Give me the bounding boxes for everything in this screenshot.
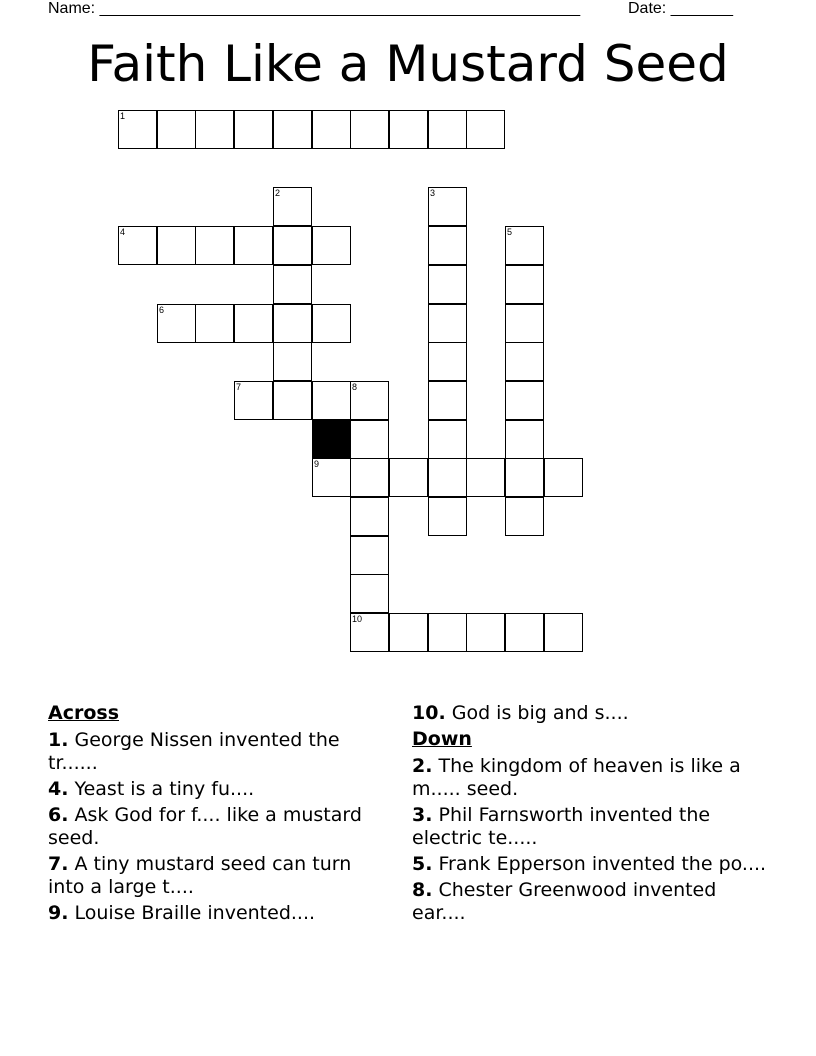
grid-cell[interactable] (312, 226, 351, 265)
grid-cell[interactable] (505, 420, 544, 459)
grid-cell[interactable] (544, 613, 583, 652)
clue-text: Louise Braille invented.... (74, 902, 316, 924)
grid-cell[interactable] (273, 342, 312, 381)
grid-cell[interactable] (312, 458, 351, 497)
cell-number: 3 (430, 188, 436, 198)
grid-cell[interactable] (505, 458, 544, 497)
grid-cell[interactable] (428, 381, 467, 420)
grid-cell[interactable] (505, 497, 544, 536)
cell-number: 7 (236, 382, 242, 392)
clue-number: 9. (48, 902, 69, 924)
clue-number: 5. (412, 853, 433, 875)
cell-number: 2 (275, 188, 281, 198)
clue-down-2 (412, 755, 772, 801)
black-cell (312, 420, 351, 459)
grid-cell[interactable] (350, 458, 389, 497)
grid-cell[interactable] (273, 381, 312, 420)
grid-cell[interactable] (544, 458, 583, 497)
grid-cell[interactable] (157, 226, 196, 265)
name-field-label[interactable]: Name: ______________________________________________________ (48, 0, 581, 17)
grid-cell[interactable] (312, 381, 351, 420)
grid-cell[interactable] (234, 381, 273, 420)
grid-cell[interactable] (195, 304, 234, 343)
grid-cell[interactable] (428, 110, 467, 149)
grid-cell[interactable] (428, 187, 467, 226)
grid-cell[interactable] (389, 110, 428, 149)
grid-cell[interactable] (350, 110, 389, 149)
grid-cell[interactable] (273, 265, 312, 304)
clue-down-8 (412, 879, 772, 925)
grid-cell[interactable] (428, 342, 467, 381)
grid-cell[interactable] (350, 536, 389, 575)
grid-cell[interactable] (505, 265, 544, 304)
clue-number: 4. (48, 778, 69, 800)
clue-down-3 (412, 804, 772, 850)
cell-number: 1 (120, 111, 126, 121)
grid-cell[interactable] (505, 613, 544, 652)
grid-cell[interactable] (234, 226, 273, 265)
date-field-label[interactable]: Date: _______ (628, 0, 733, 17)
clue-text: Yeast is a tiny fu.... (74, 778, 255, 800)
cell-number: 4 (120, 227, 126, 237)
grid-cell[interactable] (312, 304, 351, 343)
clue-across-6 (48, 804, 388, 850)
grid-cell[interactable] (428, 420, 467, 459)
grid-cell[interactable] (273, 226, 312, 265)
clue-text: Phil Farnsworth invented the electric te..... (412, 804, 711, 849)
grid-cell[interactable] (428, 304, 467, 343)
grid-cell[interactable] (195, 226, 234, 265)
grid-cell[interactable] (273, 304, 312, 343)
grid-cell[interactable] (428, 226, 467, 265)
grid-cell[interactable] (350, 613, 389, 652)
grid-cell[interactable] (273, 187, 312, 226)
grid-cell[interactable] (350, 420, 389, 459)
grid-cell[interactable] (428, 265, 467, 304)
clue-number: 6. (48, 804, 69, 826)
grid-cell[interactable] (350, 574, 389, 613)
clue-number: 1. (48, 729, 69, 751)
grid-cell[interactable] (234, 110, 273, 149)
clue-text: The kingdom of heaven is like a m..... seed. (412, 755, 741, 800)
grid-cell[interactable] (118, 110, 157, 149)
grid-cell[interactable] (389, 613, 428, 652)
grid-cell[interactable] (428, 613, 467, 652)
grid-cell[interactable] (273, 110, 312, 149)
cell-number: 9 (314, 459, 320, 469)
clue-number: 8. (412, 879, 433, 901)
grid-cell[interactable] (157, 110, 196, 149)
clue-across-4 (48, 778, 388, 801)
clue-number: 3. (412, 804, 433, 826)
clue-text: George Nissen invented the tr...... (48, 729, 340, 774)
clues-right-column (412, 702, 772, 928)
cell-number: 8 (352, 382, 358, 392)
clue-down-5 (412, 853, 772, 876)
cell-number: 6 (159, 305, 165, 315)
grid-cell[interactable] (350, 381, 389, 420)
clue-across-7 (48, 853, 388, 899)
grid-cell[interactable] (505, 226, 544, 265)
clue-number: 7. (48, 853, 69, 875)
clue-number: 10. (412, 702, 446, 724)
across-heading: Across (48, 702, 120, 724)
cell-number: 10 (352, 614, 363, 624)
down-heading: Down (412, 728, 472, 750)
grid-cell[interactable] (234, 304, 273, 343)
clues-left-column (48, 702, 388, 928)
grid-cell[interactable] (389, 458, 428, 497)
grid-cell[interactable] (505, 342, 544, 381)
cell-number: 5 (507, 227, 513, 237)
grid-cell[interactable] (466, 110, 505, 149)
grid-cell[interactable] (350, 497, 389, 536)
grid-cell[interactable] (118, 226, 157, 265)
grid-cell[interactable] (466, 613, 505, 652)
grid-cell[interactable] (428, 458, 467, 497)
page-title: Faith Like a Mustard Seed (87, 35, 729, 93)
grid-cell[interactable] (312, 110, 351, 149)
grid-cell[interactable] (466, 458, 505, 497)
grid-cell[interactable] (505, 381, 544, 420)
clue-across-10 (412, 702, 772, 725)
grid-cell[interactable] (428, 497, 467, 536)
clue-text: God is big and s.... (451, 702, 629, 724)
clue-text: Ask God for f.... like a mustard seed. (48, 804, 362, 849)
clue-text: A tiny mustard seed can turn into a large t.... (48, 853, 352, 898)
clue-text: Chester Greenwood invented ear.... (412, 879, 717, 924)
clue-across-1 (48, 729, 388, 775)
clue-text: Frank Epperson invented the po.... (438, 853, 767, 875)
grid-cell[interactable] (157, 304, 196, 343)
clue-across-9 (48, 902, 388, 925)
grid-cell[interactable] (505, 304, 544, 343)
clue-number: 2. (412, 755, 433, 777)
grid-cell[interactable] (195, 110, 234, 149)
